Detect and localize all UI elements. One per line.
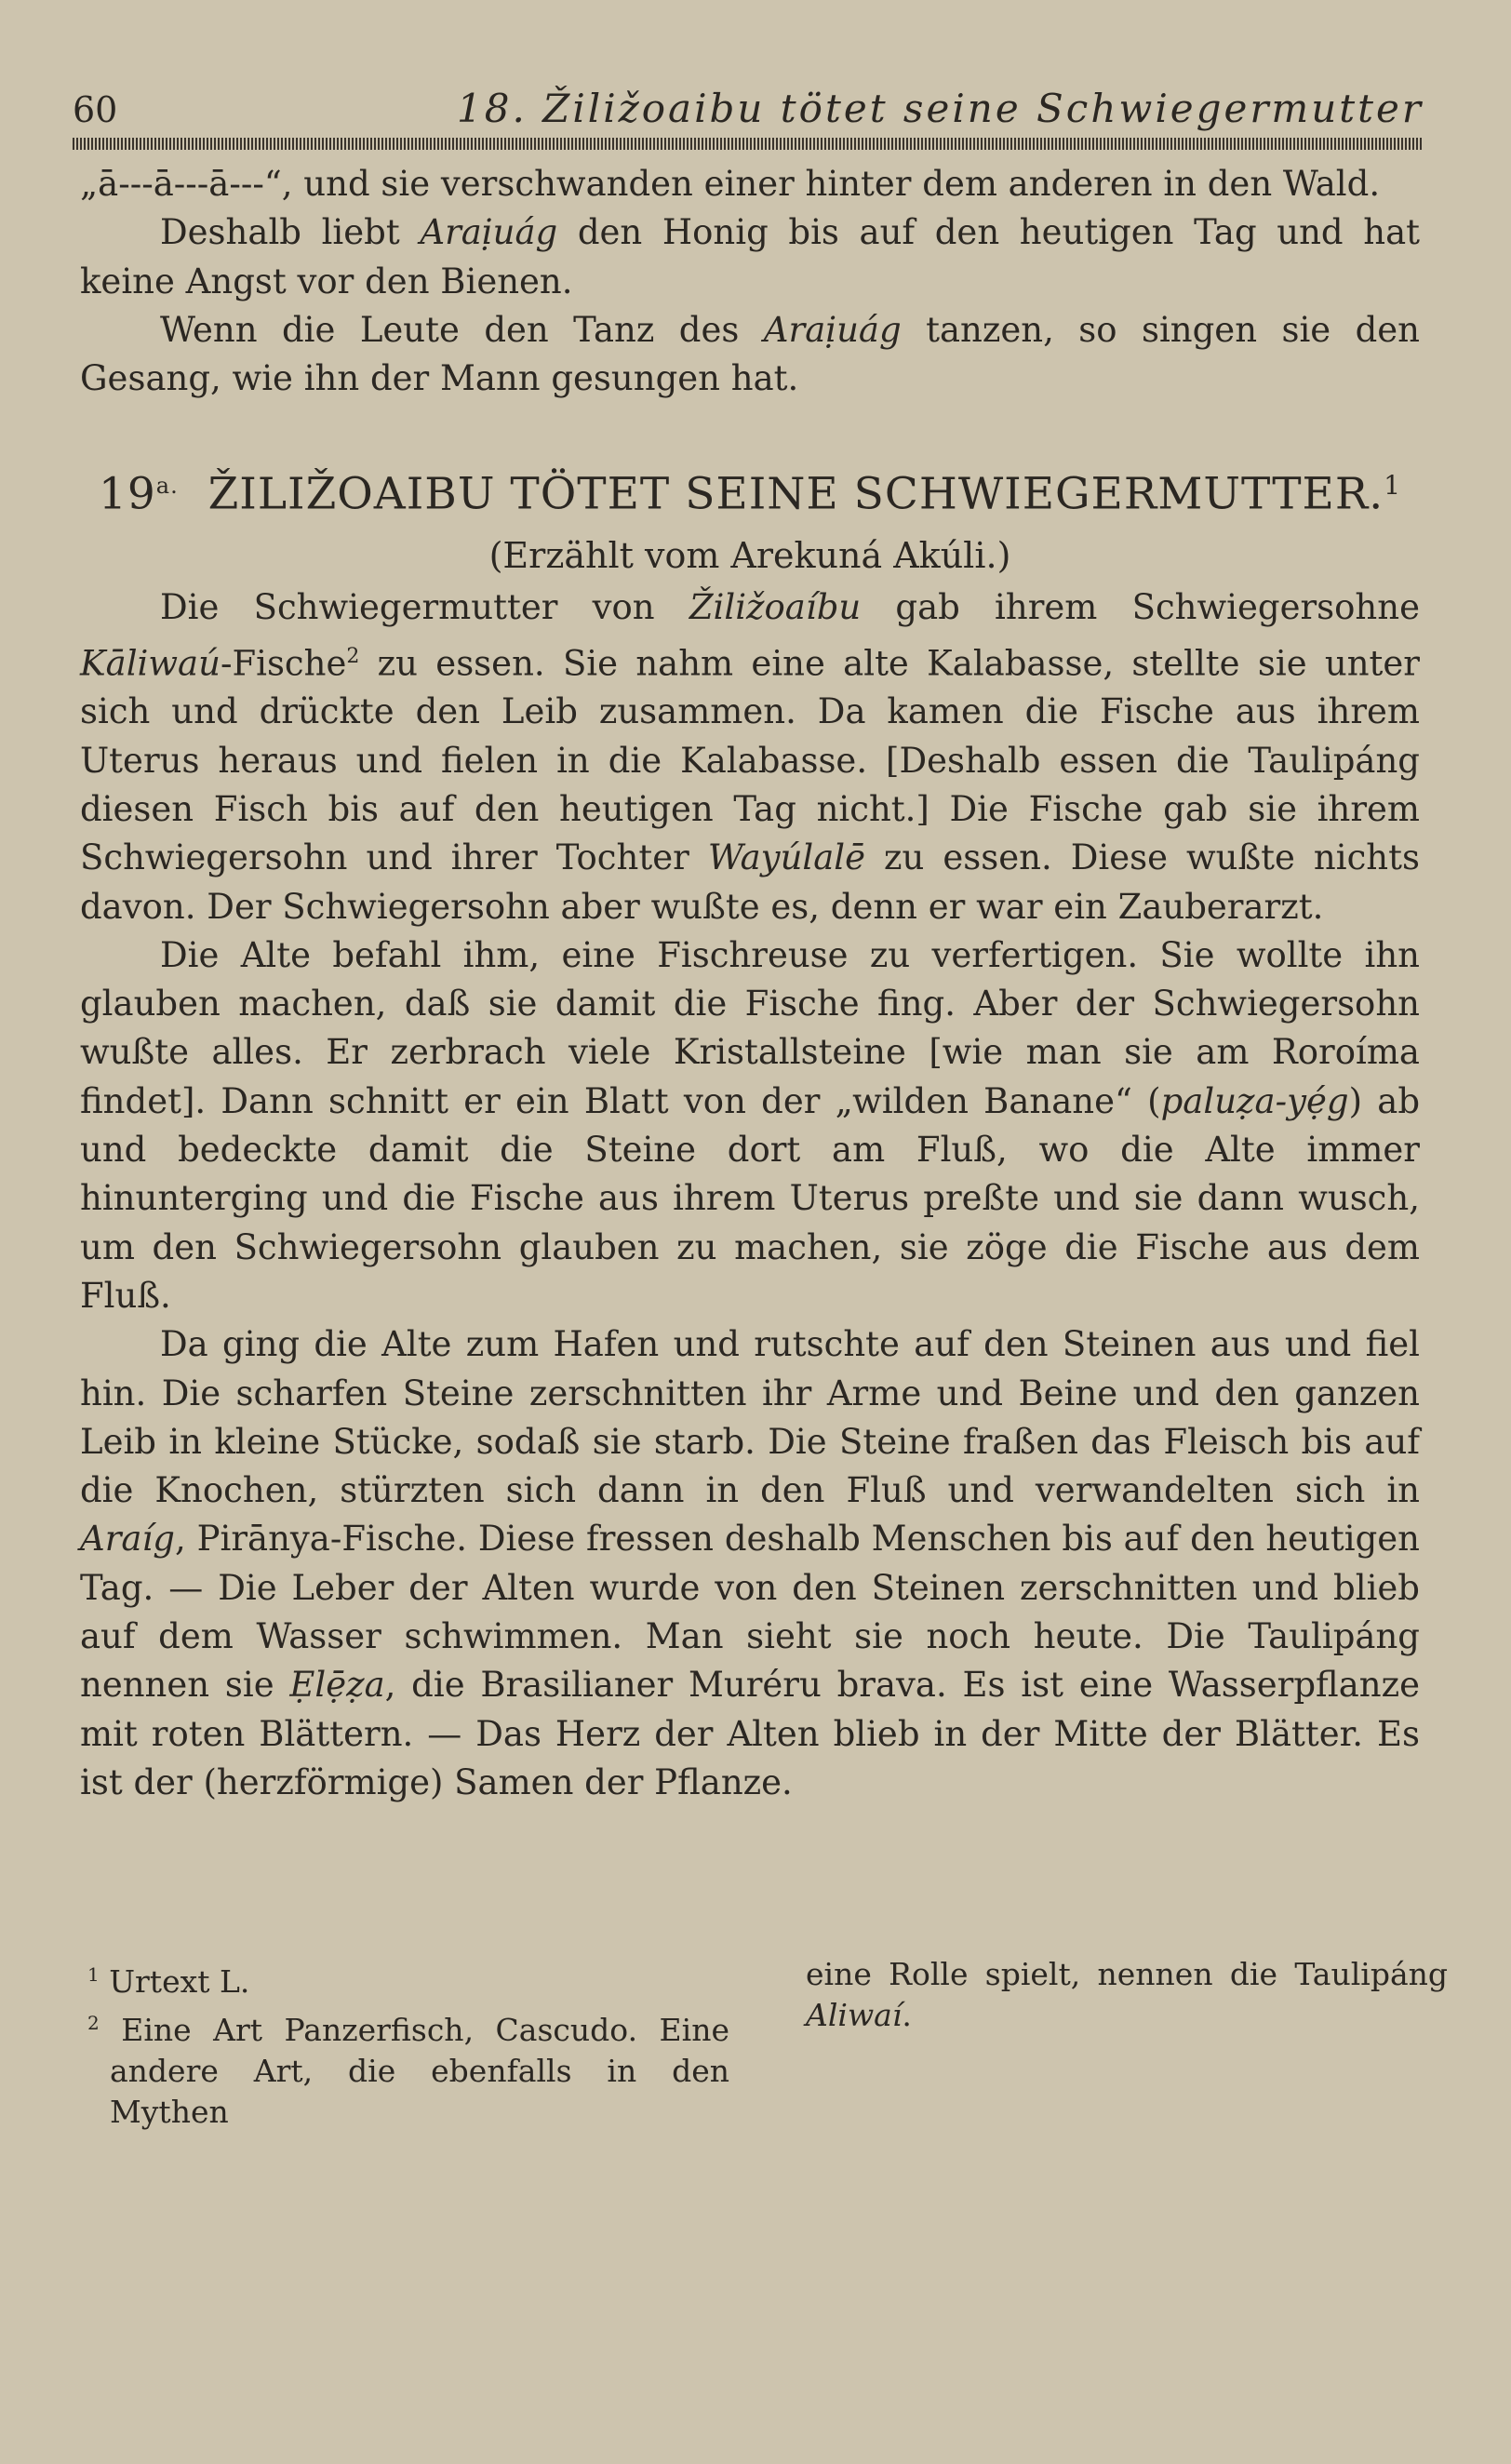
footnote-continuation: eine Rolle spielt, nennen die Taulipáng Aliwaí. (806, 1956, 1448, 2033)
footnote: $^2$ Eine Art Panzerfisch, Cascudo. Eine andere Art, die ebenfalls in den Mythen (87, 2012, 729, 2130)
paragraph: Da ging die Alte zum Hafen und rutschte auf den Steinen aus und fiel hin. Die scharfen Steine zerschnitten ihr Arme und Beine und den ganzen Leib in kleine Stücke, sodaß sie starb. Die Steine fraßen das Fleisch bis auf die Knochen, stürzten sich dann in den Fluß und verwandelten sich in Araíg, Pirānya-Fische. Diese fressen deshalb Menschen bis auf den heutigen Tag. — Die Leber der Alten wurde von den Steinen zerschnitten und blieb auf dem Wasser schwimmen. Man sieht sie noch heute. Die Taulipáng nennen sie Ẹlẹ̄ẓa, die Brasilianer Muréru brava. Es ist eine Wasserpflanze mit roten Blättern. — Das Herz der Alten blieb in der Mitte der Blätter. Es ist der (herzförmige) Samen der Pflanze. (80, 1324, 1420, 1802)
chapter-number: 19 (98, 469, 156, 521)
paragraph: „ā---ā---ā---“, und sie verschwanden einer hinter dem anderen in den Wald. (80, 164, 1381, 204)
paragraph: Deshalb liebt Araịuág den Honig bis auf den heutigen Tag und hat keine Angst vor den Bienen. (80, 212, 1420, 301)
header-rule (73, 138, 1424, 150)
footnote-column-right (806, 1954, 1448, 2036)
paragraph: Die Schwiegermutter von Žiližoaíbu gab ihrem Schwiegersohne Kāliwaú-Fische$^2$ zu essen. Sie nahm eine alte Kalabasse, stellte sie unter sich und drückte den Leib zusammen. Da kamen die Fische aus ihrem Uterus heraus und fielen in die Kalabasse. [Deshalb essen die Taulipáng diesen Fisch bis auf den heutigen Tag nicht.] Die Fische gab sie ihrem Schwiegersohn und ihrer Tochter Wayúlalē zu essen. Diese wußte nichts davon. Der Schwiegersohn aber wußte es, denn er war ein Zauberarzt. (80, 587, 1420, 927)
footnote-column-left (87, 1954, 729, 2133)
paragraph: Wenn die Leute den Tanz des Araịuág tanzen, so singen sie den Gesang, wie ihn der Mann gesungen hat. (80, 309, 1421, 399)
running-head: 18. Žiližoaibu tötet seine Schwiegermutter (457, 86, 1424, 131)
main-text (80, 160, 1420, 1807)
page-number: 60 (73, 89, 118, 130)
chapter-subtitle: (Erzählt vom Arekuná Akúli.) (488, 535, 1011, 577)
footnote: $^1$ Urtext L. (87, 1963, 250, 2000)
paragraph: Die Alte befahl ihm, eine Fischreuse zu verfertigen. Sie wollte ihn glauben machen, daß sie damit die Fische fing. Aber der Schwiegersohn wußte alles. Er zerbrach viele Kristallsteine [wie man sie am Roroíma findet]. Dann schnitt er ein Blatt von der „wilden Banane“ (paluẓa-yẹ́g) ab und bedeckte damit die Steine dort am Fluß, wo die Alte immer hinunterging und die Fische aus ihrem Uterus preßte und sie dann wusch, um den Schwiegersohn glauben zu machen, sie zöge die Fische aus dem Fluß. (80, 934, 1420, 1316)
chapter-title (80, 453, 1420, 528)
footnote-ref: 1 (1384, 470, 1402, 502)
footnote-ref: 2 (346, 644, 360, 668)
chapter-heading: ŽILIŽOAIBU TÖTET SEINE SCHWIEGERMUTTER. (207, 469, 1384, 521)
chapter-number-suffix: a. (155, 473, 179, 500)
page-header (73, 82, 1424, 136)
